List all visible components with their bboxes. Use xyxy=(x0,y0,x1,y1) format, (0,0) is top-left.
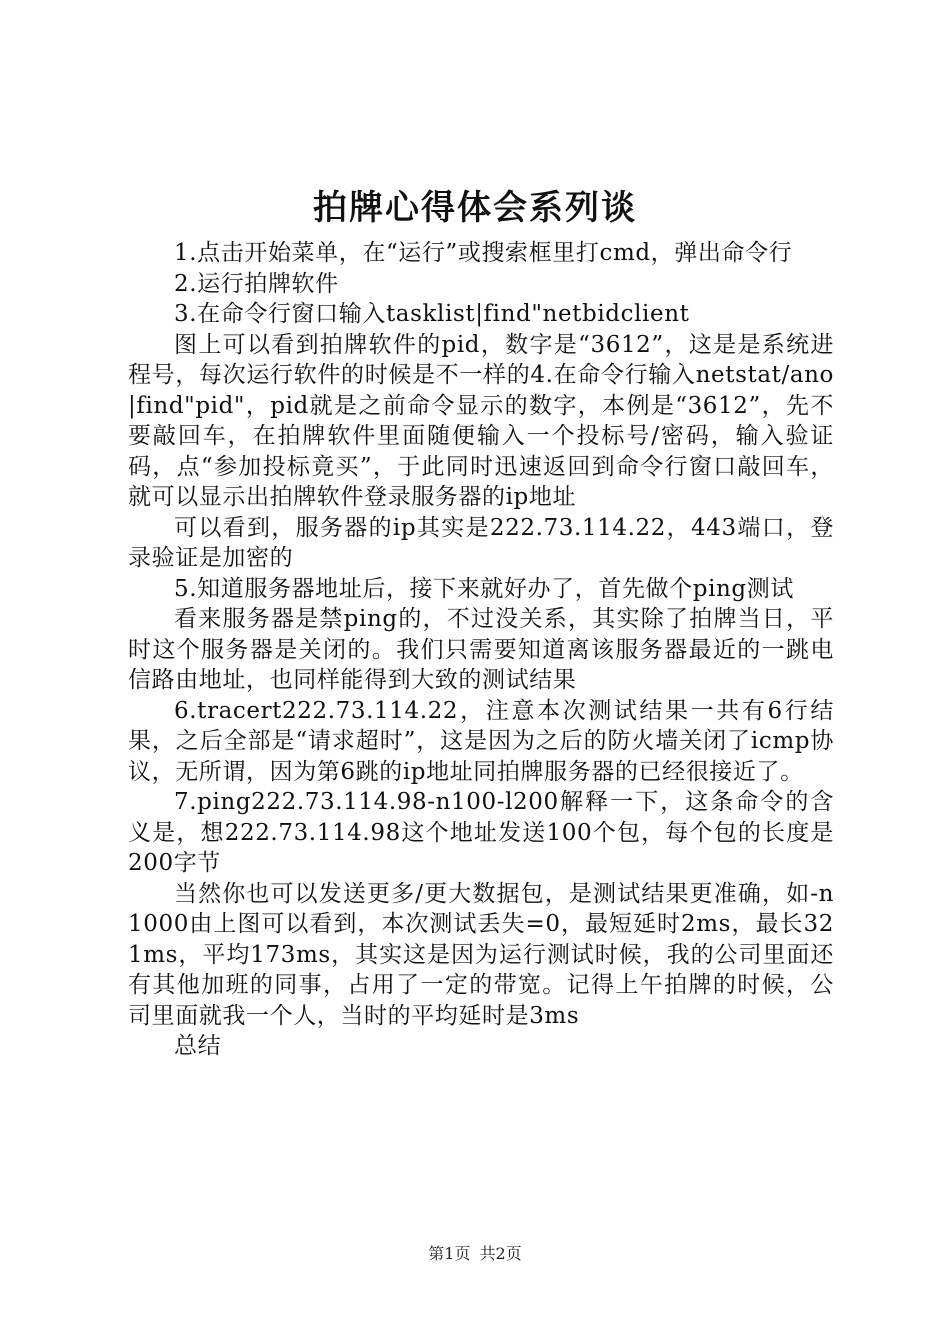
page-total: 共2页 xyxy=(479,1244,522,1263)
paragraph-step-1: 1.点击开始菜单，在“运行”或搜索框里打cmd，弹出命令行 xyxy=(174,240,793,266)
paragraph-pid-explanation: 图上可以看到拍牌软件的pid，数字是“3612”，这是是系统进程号，每次运行软件的时候是不一样的4.在命令行输入netstat/ano|find"pid"，pid就是之前命令显示的数字，本例是“3612”，先不要敲回车，在拍牌软件里面随便输入一个投标号/密码，输入验证码，点“参加投标竟买”，于此同时迅速返回到命令行窗口敲回车，就可以显示出拍牌软件登录服务器的ip地址 xyxy=(128,331,834,510)
paragraph-step-5: 5.知道服务器地址后，接下来就好办了，首先做个ping测试 xyxy=(174,575,794,602)
paragraph-summary: 总结 xyxy=(174,1033,222,1059)
document-body xyxy=(128,238,834,1062)
paragraph-server-ip: 可以看到，服务器的ip其实是222.73.114.22，443端口，登录验证是加密的 xyxy=(128,514,834,571)
paragraph-step-6: 6.tracert222.73.114.22，注意本次测试结果一共有6行结果，之后全部是“请求超时”，这是因为之后的防火墙关闭了icmp协议，无所谓，因为第6跳的ip地址同拍牌服务器的已经很接近了。 xyxy=(128,697,834,785)
page-number: 第1页 xyxy=(428,1244,471,1263)
paragraph-step-7: 7.ping222.73.114.98-n100-l200解释一下，这条命令的含义是，想222.73.114.98这个地址发送100个包，每个包的长度是200字节 xyxy=(128,789,834,876)
page-footer xyxy=(0,1242,950,1266)
paragraph-step-2: 2.运行拍牌软件 xyxy=(174,270,339,297)
paragraph-test-results: 当然你也可以发送更多/更大数据包，是测试结果更准确，如-n1000由上图可以看到，本次测试丢失=0，最短延时2ms，最长321ms，平均173ms，其实这是因为运行测试时候，我的公司里面还有其他加班的同事，占用了一定的带宽。记得上午拍牌的时候，公司里面就我一个人，当时的平均延时是3ms xyxy=(128,880,834,1029)
page-title: 拍牌心得体会系列谈 xyxy=(313,188,637,228)
paragraph-ping-blocked: 看来服务器是禁ping的，不过没关系，其实除了拍牌当日，平时这个服务器是关闭的。我们只需要知道离该服务器最近的一跳电信路由地址，也同样能得到大致的测试结果 xyxy=(128,606,834,693)
paragraph-step-3: 3.在命令行窗口输入tasklist|find"netbidclient xyxy=(174,301,690,327)
